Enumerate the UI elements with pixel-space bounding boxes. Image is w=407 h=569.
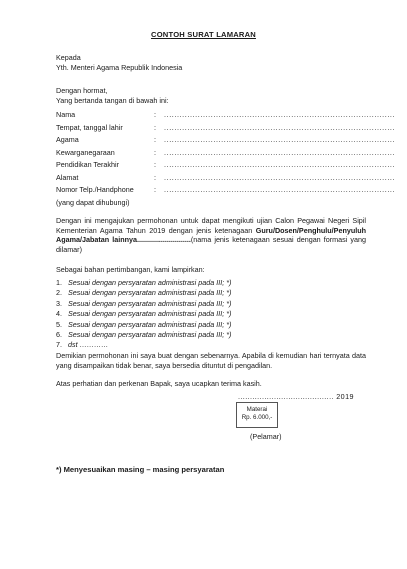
list-item (56, 330, 356, 340)
field-colon: : (154, 172, 156, 182)
list-item-number: 4. (56, 309, 62, 319)
field-blank: ......................................................................................... (164, 147, 396, 157)
field-colon: : (154, 135, 156, 144)
field-label: Nama (56, 110, 76, 119)
greeting-block (56, 86, 169, 105)
field-row-pendidikan (56, 160, 396, 173)
recipient-line-name: Yth. Menteri Agama Republik Indonesia (56, 62, 183, 72)
declaration-paragraph: Demikian permohonan ini saya buat dengan sebenarnya. Apabila di kemudian hari ternyata data yang disampaikan tidak benar, saya bersedia dituntut di pengadilan. (56, 351, 366, 370)
field-label: Nomor Telp./Handphone (56, 185, 134, 194)
field-blank: ......................................................................................... (164, 185, 396, 194)
recipient-line-kepada: Kepada (56, 53, 81, 62)
field-row-alamat (56, 172, 396, 186)
field-label: Kewarganegaraan (56, 147, 115, 157)
field-row-telepon (56, 185, 396, 198)
attachments-list (56, 278, 356, 351)
field-row-agama (56, 135, 396, 148)
footnote: *) Menyesuaikan masing – masing persyaratan (56, 465, 225, 474)
recipient-block (56, 53, 182, 72)
list-item-text: Sesuai dengan persyaratan administrasi pada III; *) (68, 329, 232, 339)
list-item-text: dst ………… (68, 340, 109, 350)
list-item-text: Sesuai dengan persyaratan administrasi pada III; *) (68, 309, 232, 319)
list-item-text: Sesuai dengan persyaratan administrasi pada III; *) (68, 278, 232, 287)
list-item (56, 288, 356, 298)
field-label: Tempat, tanggal lahir (56, 122, 123, 132)
field-colon: : (154, 147, 156, 157)
list-item (56, 299, 356, 309)
list-item-text: Sesuai dengan persyaratan administrasi pada III; *) (68, 319, 232, 329)
stamp-box (236, 402, 278, 428)
list-item-text: Sesuai dengan persyaratan administrasi pada III; *) (68, 298, 232, 308)
field-label: Pendidikan Terakhir (56, 160, 119, 169)
stamp-label: Materai (246, 406, 268, 413)
stamp-value: Rp. 6.000,- (241, 414, 273, 422)
list-item-number: 2. (56, 288, 62, 298)
list-item (56, 340, 356, 350)
application-text-b: (nama jenis ketenagaan sesuai dengan formasi yang dilamar) (56, 235, 366, 254)
position-types: Guru/Dosen/Penghulu/Penyuluh Agama/Jabatan lainnya........................... (56, 225, 366, 244)
attachments-intro: Sebagai bahan pertimbangan, kami lampirkan: (56, 265, 205, 274)
field-colon: : (154, 160, 156, 169)
list-item-text: Sesuai dengan persyaratan administrasi pada III; *) (68, 288, 232, 298)
list-item (56, 278, 356, 288)
closing-paragraph: Atas perhatian dan perkenan Bapak, saya ucapkan terima kasih. (56, 379, 262, 388)
application-paragraph (56, 216, 366, 254)
field-colon: : (154, 185, 156, 194)
field-colon: : (154, 122, 156, 132)
field-row-kewarganegaraan (56, 147, 396, 161)
field-note: (yang dapat dihubungi) (56, 197, 130, 207)
signer-label: (Pelamar) (250, 432, 282, 441)
list-item (56, 309, 356, 319)
field-colon: : (154, 110, 156, 119)
field-row-nama (56, 110, 396, 123)
field-blank: ......................................................................................... (164, 160, 396, 169)
intro-line: Yang bertanda tangan di bawah ini: (56, 95, 169, 105)
field-row-ttl (56, 122, 396, 136)
applicant-fields (56, 110, 396, 210)
list-item-number: 7. (56, 340, 62, 350)
list-item (56, 320, 356, 330)
date-line: ........................................ 2019 (238, 392, 354, 401)
field-label: Alamat (56, 172, 79, 182)
list-item-number: 5. (56, 319, 62, 329)
list-item-number: 6. (56, 329, 62, 339)
application-text-a: Dengan ini mengajukan permohonan untuk dapat mengikuti ujian Calon Pegawai Negeri Sipil Kementerian Agama Tahun 2019 dengan jenis ketenagaan (56, 216, 366, 235)
field-blank: ......................................................................................... (164, 110, 396, 119)
field-note-row (56, 198, 356, 211)
salutation: Dengan hormat, (56, 86, 108, 95)
list-item-number: 1. (56, 278, 62, 287)
letter-title: CONTOH SURAT LAMARAN (151, 30, 256, 39)
field-blank: ......................................................................................... (164, 122, 396, 132)
list-item-number: 3. (56, 298, 62, 308)
field-blank: ......................................................................................... (164, 135, 396, 144)
field-blank: ......................................................................................... (164, 172, 396, 182)
field-label: Agama (56, 135, 79, 144)
